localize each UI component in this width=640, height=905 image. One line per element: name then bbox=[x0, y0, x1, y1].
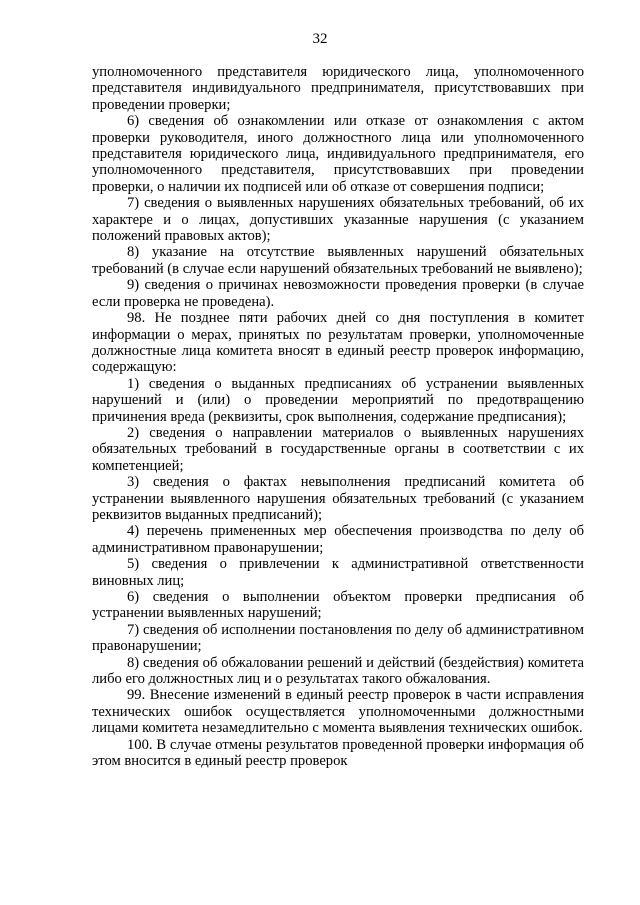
paragraph-98-item-6: 6) сведения о выполнении объектом проверки предписания об устранении выявленных нарушений; bbox=[92, 589, 584, 622]
paragraph-continuation: уполномоченного представителя юридического лица, уполномоченного представителя индивидуального предпринимателя, присутствовавших при проведении проверки; bbox=[92, 64, 584, 113]
paragraph-98-item-2: 2) сведения о направлении материалов о выявленных нарушениях обязательных требований в государственные органы в соответствии с их компетенцией; bbox=[92, 424, 584, 474]
paragraph-98-item-8: 8) сведения об обжаловании решений и действий (бездействия) комитета либо его должностных лиц и о результатах такого обжалования. bbox=[92, 654, 584, 688]
paragraph-98-item-7: 7) сведения об исполнении постановления по делу об административном правонарушении; bbox=[92, 621, 584, 655]
paragraph-98-item-4: 4) перечень примененных мер обеспечения производства по делу об административном правонарушении; bbox=[92, 523, 584, 556]
paragraph-98-item-3: 3) сведения о фактах невыполнения предписаний комитета об устранении выявленного нарушения обязательных требований (с указанием реквизитов выданных предписаний); bbox=[92, 474, 584, 523]
paragraph-item-8: 8) указание на отсутствие выявленных нарушений обязательных требований (в случае если нарушений обязательных требований не выявлено); bbox=[92, 244, 584, 277]
paragraph-item-7: 7) сведения о выявленных нарушениях обязательных требований, об их характере и о лицах, допустивших указанные нарушения (с указанием положений правовых актов); bbox=[92, 195, 584, 245]
page-number: 32 bbox=[312, 31, 328, 47]
paragraph-clause-98: 98. Не позднее пяти рабочих дней со дня поступления в комитет информации о мерах, принятых по результатам проверки, уполномоченные должностные лица комитета вносят в единый реестр проверок информацию, содержащую: bbox=[92, 310, 584, 376]
document-body bbox=[92, 64, 584, 769]
paragraph-clause-99: 99. Внесение изменений в единый реестр проверок в части исправления технических ошибок осуществляется уполномоченными должностными лицами комитета незамедлительно с момента выявления технических ошибок. bbox=[92, 687, 584, 737]
paragraph-item-9: 9) сведения о причинах невозможности проведения проверки (в случае если проверка не проведена). bbox=[92, 277, 584, 310]
paragraph-98-item-1: 1) сведения о выданных предписаниях об устранении выявленных нарушений и (или) о проведении мероприятий по предотвращению причинения вреда (реквизиты, срок выполнения, содержание предписания); bbox=[92, 375, 584, 425]
paragraph-clause-100: 100. В случае отмены результатов проведенной проверки информация об этом вносится в единый реестр проверок bbox=[92, 736, 584, 770]
paragraph-98-item-5: 5) сведения о привлечении к административной ответственности виновных лиц; bbox=[92, 556, 584, 589]
paragraph-item-6: 6) сведения об ознакомлении или отказе от ознакомления с актом проверки руководителя, иного должностного лица или уполномоченного представителя юридического лица, индивидуального предпринимателя, его уполномоченного представителя, присутствовавших при проведении проверки, о наличии их подписей или об отказе от совершения подписи; bbox=[92, 113, 584, 195]
